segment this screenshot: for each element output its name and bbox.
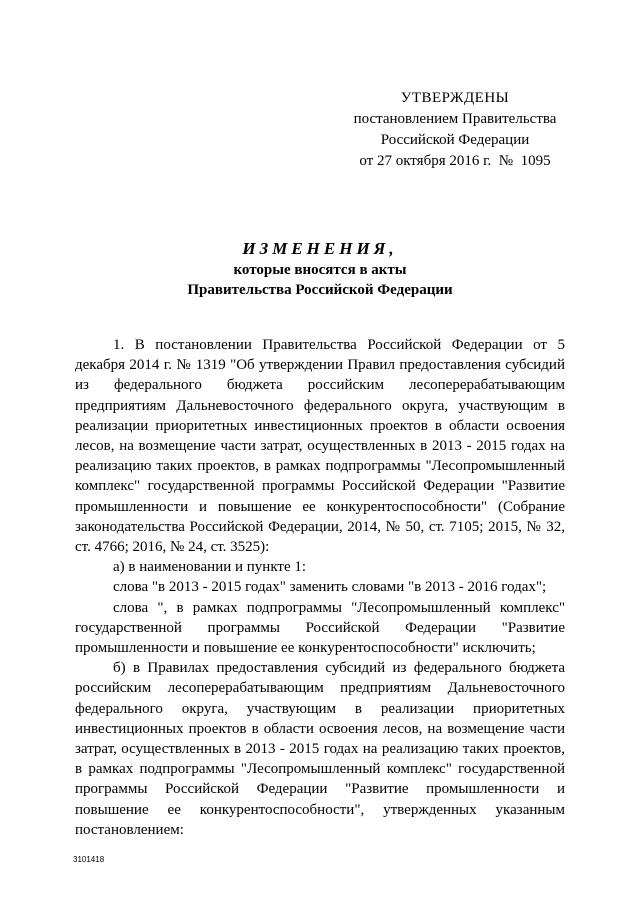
- paragraph-words-2: слова ", в рамках подпрограммы "Лесопромышленный комплекс" государственной программы Российской Федерации "Развитие промышленности и повышение ее конкурентоспособности" исключить;: [75, 599, 565, 657]
- paragraph-a: а) в наименовании и пункте 1:: [113, 559, 307, 576]
- paragraph-1: 1. В постановлении Правительства Российской Федерации от 5 декабря 2014 г. № 1319 "Об утверждении Правил предоставления субсидий из федерального бюджета российским лесоперерабатывающим предприятиям Дальневосточного федерального округа, участвующим в реализации приоритетных инвестиционных проектов в области освоения лесов, на возмещение части затрат, осуществленных в 2013 - 2015 годах на реализацию таких проектов, в рамках подпрограммы "Лесопромышленный комплекс" государственной программы Российской Федерации "Развитие промышленности и повышение ее конкурентоспособности" (Собрание законодательства Российской Федерации, 2014, № 50, ст. 7105; 2015, № 32, ст. 4766; 2016, № 24, ст. 3525):: [75, 337, 565, 556]
- approval-block: [330, 88, 580, 172]
- document-body: [75, 335, 565, 840]
- title-sub1: которые вносятся в акты: [233, 262, 407, 278]
- approval-line-date: от 27 октября 2016 г. № 1095: [359, 153, 551, 169]
- approval-line-resolution: постановлением Правительства: [353, 111, 557, 127]
- approval-line-federation: Российской Федерации: [380, 132, 530, 148]
- title-sub2: Правительства Российской Федерации: [187, 282, 453, 298]
- document-title: [0, 238, 640, 300]
- approval-heading: УТВЕРЖДЕНЫ: [400, 90, 510, 106]
- paragraph-b: б) в Правилах предоставления субсидий из федерального бюджета российским лесоперерабатывающим предприятиям Дальневосточного федерального округа, участвующим в реализации приоритетных инвестиционных проектов в области освоения лесов, на возмещение части затрат, осуществленных в 2013 - 2015 годах на реализацию таких проектов, в рамках подпрограммы "Лесопромышленный комплекс" государственной программы Российской Федерации "Развитие промышленности и повышение ее конкурентоспособности", утвержденных указанным постановлением:: [75, 660, 565, 838]
- paragraph-words-1: слова "в 2013 - 2015 годах" заменить словами "в 2013 - 2016 годах";: [113, 579, 547, 596]
- footer-code: 3101418: [73, 855, 105, 864]
- title-main: ИЗМЕНЕНИЯ,: [242, 239, 398, 258]
